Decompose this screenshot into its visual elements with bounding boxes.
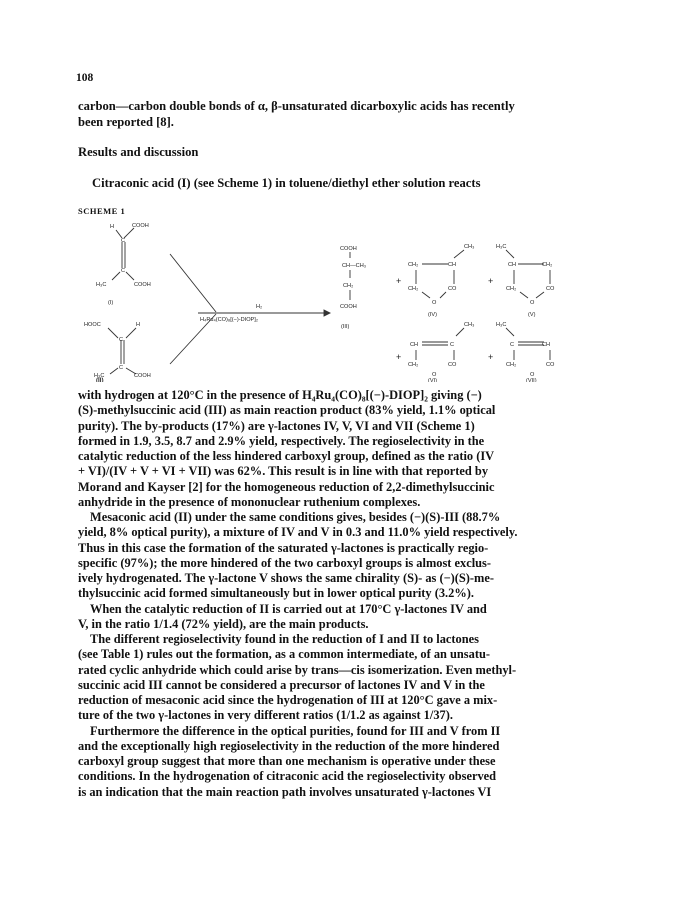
atom-label: H: [136, 322, 141, 328]
text-line: Furthermore the difference in the optical purities, found for III and V from II: [90, 723, 501, 738]
atom-label: C: [121, 268, 126, 274]
text-line: conditions. In the hydrogenation of citraconic acid the regioselectivity observed: [78, 769, 497, 784]
atom-label: CH₂: [408, 262, 419, 268]
atom-label: COOH: [134, 282, 151, 288]
atom-label: CO: [546, 286, 555, 292]
compound-label-i: (I): [108, 300, 114, 306]
plus-sign: +: [488, 276, 494, 286]
section-heading: Results and discussion: [78, 145, 199, 159]
atom-label: CH₂: [542, 262, 553, 268]
atom-label: COOH: [340, 304, 357, 310]
text-line: ture of the two γ-lactones in very different ratios (1/1.2 as against 1/37).: [78, 708, 453, 723]
text-line: V, in the ratio 1/1.4 (72% yield), are the main products.: [78, 616, 369, 631]
atom-label: H₃C: [496, 322, 507, 328]
atom-label: COOH: [132, 223, 149, 229]
text-line: purity). The by-products (17%) are γ-lactones IV, V, VI and VII (Scheme 1): [78, 418, 475, 433]
text-line: and the exceptionally high regioselectivity in the reduction of the more hindered: [78, 738, 500, 753]
atom-label: C: [510, 342, 515, 348]
text-line: The different regioselectivity found in the reduction of I and II to lactones: [90, 632, 479, 646]
text-line: Thus in this case the formation of the saturated γ-lactones is practically regio-: [78, 540, 489, 555]
atom-label: O: [432, 300, 437, 306]
compound-label-vi: (VI): [428, 378, 438, 382]
atom-label: HOOC: [84, 322, 101, 328]
scheme-label: SCHEME 1: [78, 206, 126, 216]
atom-label: CH₃: [464, 322, 475, 328]
plus-sign: +: [396, 352, 402, 362]
text-line: Morand and Kayser [2] for the homogeneous reduction of 2,2-dimethylsuccinic: [78, 479, 495, 494]
text-line: anhydride in the presence of mononuclear ruthenium complexes.: [78, 494, 421, 509]
plus-sign: +: [396, 276, 402, 286]
text-line: specific (97%); the more hindered of the two carboxyl groups is almost exclus-: [78, 555, 491, 570]
atom-label: CH₂: [343, 283, 354, 289]
intro-line: been reported [8].: [78, 115, 174, 129]
text-line: ively hydrogenated. The γ-lactone V shows the same chirality (S)- as (−)(S)-me-: [78, 571, 494, 585]
atom-label: COOH: [340, 246, 357, 252]
atom-label: CH: [542, 342, 551, 348]
atom-label: C: [450, 342, 455, 348]
atom-label: C: [121, 238, 126, 244]
compound-label-vii: (VII): [526, 378, 537, 382]
text-line: carboxyl group suggest that more than one mechanism is operative under these: [78, 754, 496, 768]
atom-label: H₃C: [94, 373, 105, 379]
atom-label: CH: [508, 262, 517, 268]
compound-label-iv: (IV): [428, 312, 438, 318]
atom-label: CH: [448, 262, 457, 268]
text-line: with hydrogen at 120°C in the presence of H₄Ru₄(CO)₈[(−)-DIOP]₂ giving (−): [78, 388, 482, 402]
atom-label: CH—CH₃: [342, 263, 367, 269]
text-line: succinic acid III cannot be considered a precursor of lactones IV and V in the: [78, 677, 485, 692]
text-line: is an indication that the main reaction path involves unsaturated γ-lactones VI: [78, 784, 492, 799]
text-line: reduction of mesaconic acid since the hydrogenation of III at 120°C gave a mix-: [78, 693, 498, 707]
atom-label: H₃C: [96, 282, 107, 288]
compound-label-iii: (III): [341, 324, 350, 330]
text-line: rated cyclic anhydride which could arise by trans—cis isomerization. Even methyl-: [78, 662, 517, 677]
text-line: catalytic reduction of the less hindered carboxyl group, defined as the ratio (IV: [78, 449, 495, 463]
text-line: (see Table 1) rules out the formation, as a common intermediate, of an unsatu-: [78, 647, 490, 662]
compound-label-ii: (II): [96, 377, 104, 382]
atom-label: H₃C: [496, 244, 507, 250]
atom-label: CH₂: [408, 362, 419, 368]
atom-label: C: [119, 337, 124, 343]
atom-label: CO: [448, 362, 457, 368]
atom-label: CO: [448, 286, 457, 292]
atom-label: H: [110, 224, 115, 230]
text-line: When the catalytic reduction of II is carried out at 170°C γ-lactones IV and: [90, 601, 487, 616]
atom-label: O: [530, 372, 535, 378]
reagent-label: H₂: [256, 304, 263, 310]
plus-sign: +: [488, 352, 494, 362]
text-line: + VI)/(IV + V + VI + VII) was 62%. This result is in line with that reported by: [78, 464, 489, 479]
body-text: [78, 388, 612, 800]
atom-label: CH: [410, 342, 419, 348]
atom-label: CH₂: [408, 286, 419, 292]
text-line: formed in 1.9, 3.5, 8.7 and 2.9% yield, respectively. The regioselectivity in the: [78, 433, 485, 448]
atom-label: CH₃: [464, 244, 475, 250]
atom-label: O: [432, 372, 437, 378]
catalyst-label: H₄Ru₄(CO)₈[(−)-DIOP]₂: [200, 317, 259, 323]
intro-line: carbon—carbon double bonds of α, β-unsaturated dicarboxylic acids has recently: [78, 99, 515, 113]
atom-label: O: [530, 300, 535, 306]
text-line: thylsuccinic acid formed simultaneously but in lower optical purity (3.2%).: [78, 586, 474, 601]
atom-label: C: [119, 365, 124, 371]
atom-label: CH₂: [506, 286, 517, 292]
first-sentence: Citraconic acid (I) (see Scheme 1) in toluene/diethyl ether solution reacts: [92, 176, 481, 190]
text-line: Mesaconic acid (II) under the same conditions gives, besides (−)(S)-III (88.7%: [90, 510, 501, 524]
reaction-scheme: [78, 214, 598, 382]
page-number: 108: [76, 72, 94, 84]
atom-label: CH₂: [506, 362, 517, 368]
atom-label: CO: [546, 362, 555, 368]
text-line: (S)-methylsuccinic acid (III) as main reaction product (83% yield, 1.1% optical: [78, 403, 496, 418]
atom-label: COOH: [134, 373, 151, 379]
text-line: yield, 8% optical purity), a mixture of IV and V in 0.3 and 11.0% yield respectively.: [78, 525, 518, 540]
compound-label-v: (V): [528, 312, 536, 318]
